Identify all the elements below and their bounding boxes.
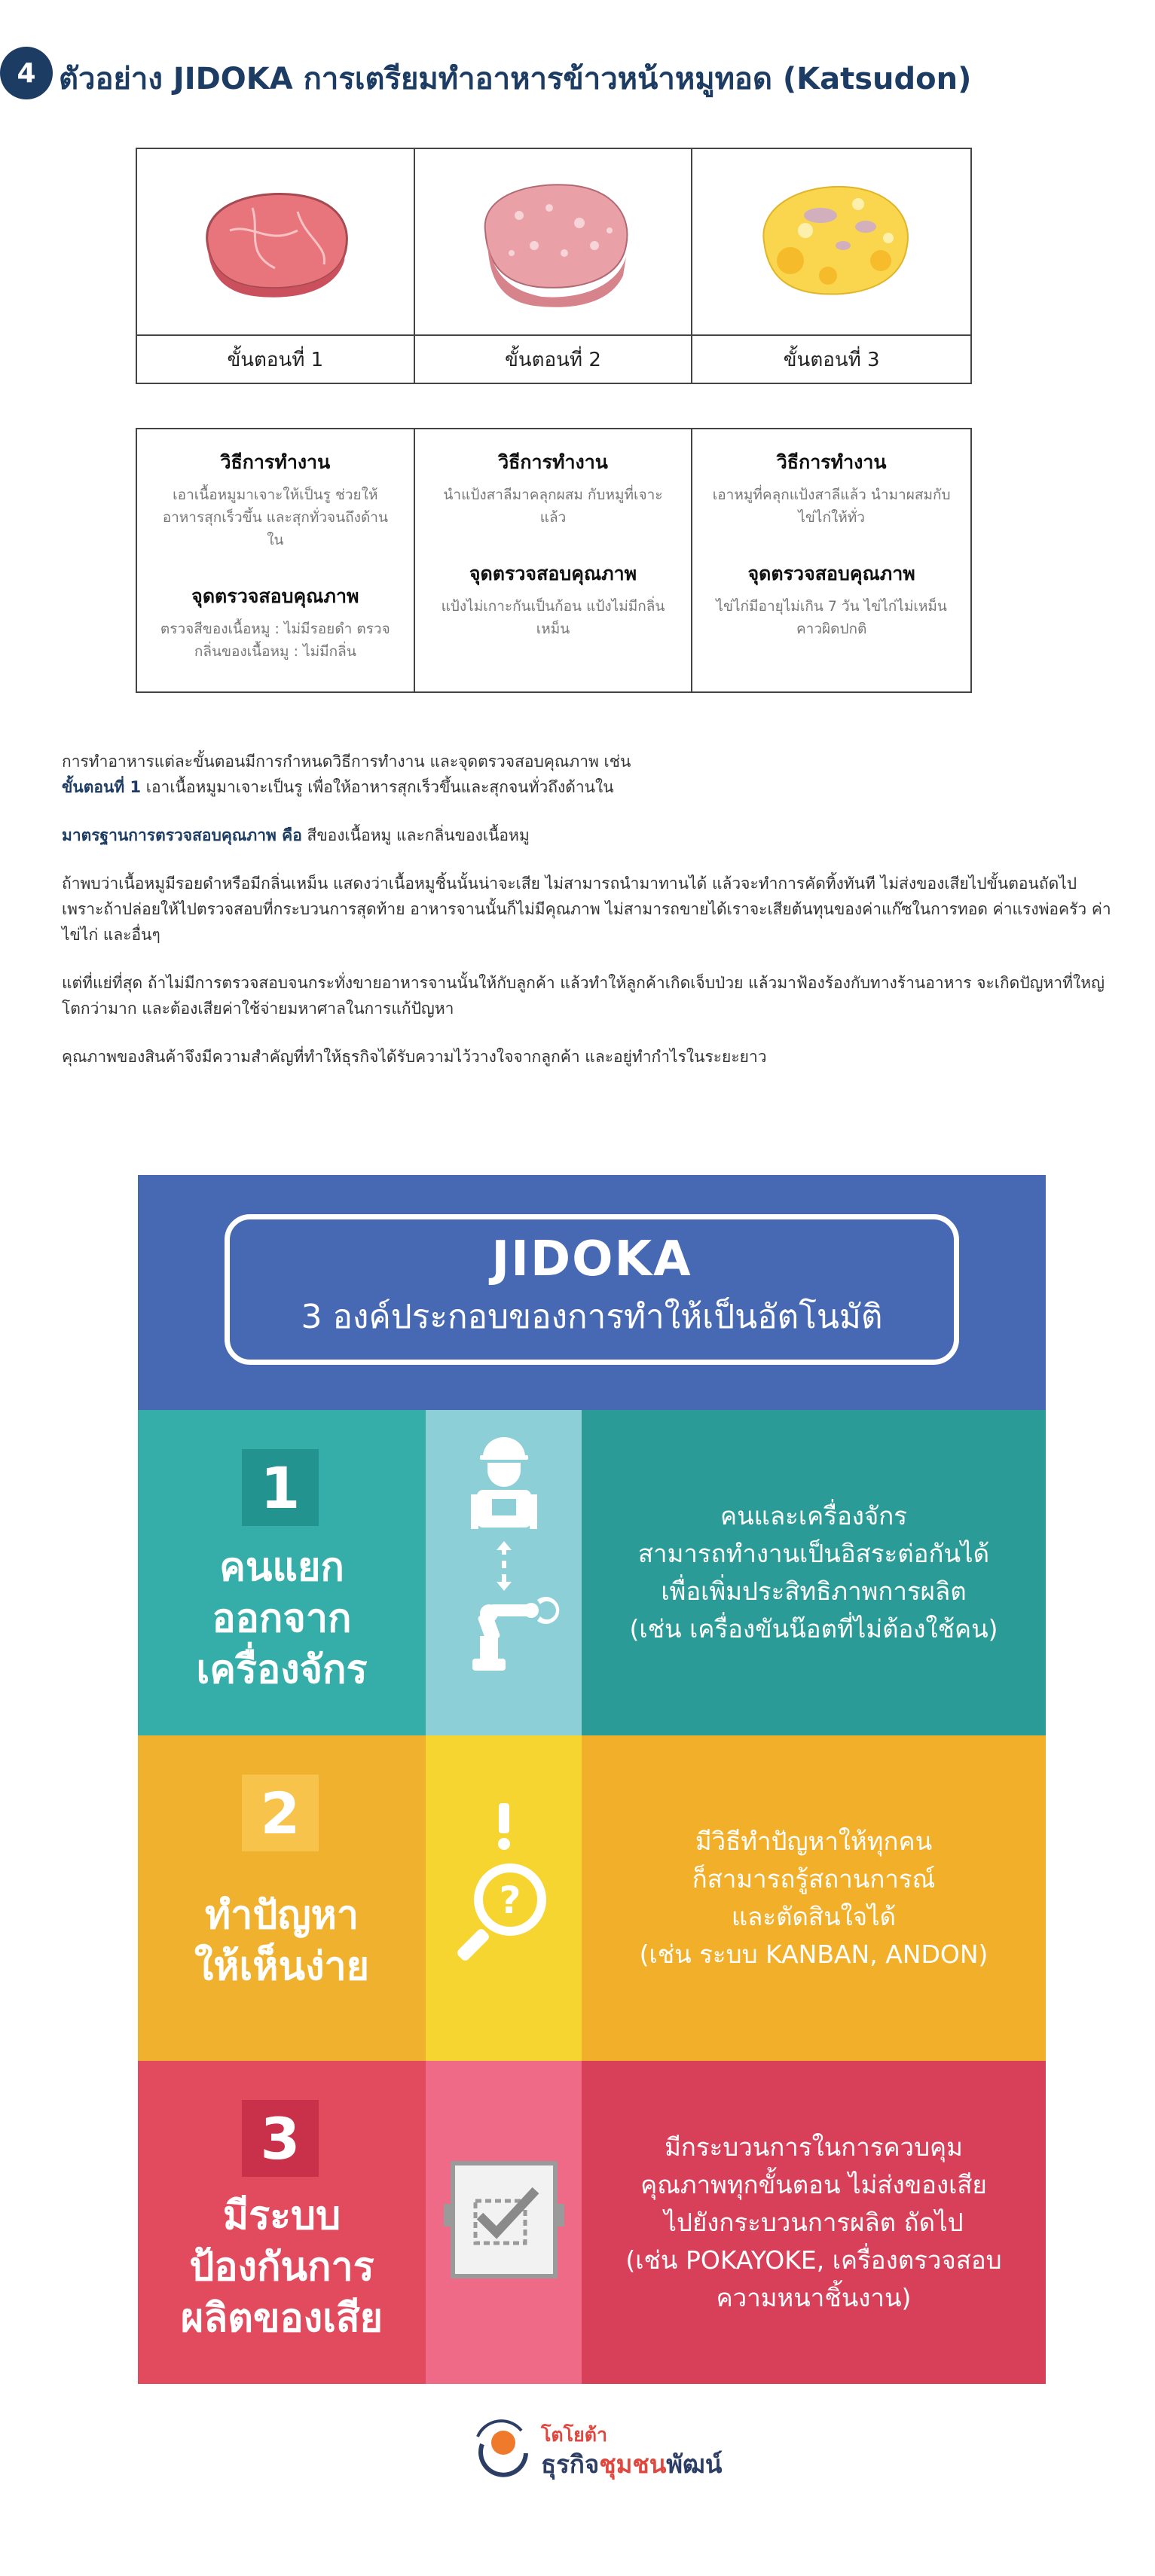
row2-title-panel (138, 1735, 426, 2061)
floured-pork-image (459, 170, 647, 313)
raw-pork-image (185, 178, 365, 306)
paragraph-2 (62, 823, 1117, 848)
row3-description (582, 2061, 1046, 2384)
row2-title (138, 1890, 426, 1992)
row1-title-line: ออกจาก (212, 1596, 352, 1641)
row2-desc-line: มีวิธีทำปัญหาให้ทุกคน (695, 1827, 933, 1856)
step1-photo (137, 149, 415, 334)
row1-desc-line: เพื่อเพิ่มประสิทธิภาพการผลิต (661, 1576, 967, 1606)
step2-photo (415, 149, 693, 334)
row3-desc-line: มีกระบวนการในการควบคุม (665, 2132, 963, 2162)
row1-desc-line: สามารถทำงานเป็นอิสระต่อกันได้ (637, 1539, 990, 1568)
logo-emblem-icon (467, 2414, 535, 2482)
jidoka-row-3 (138, 2061, 1046, 2384)
row3-title (138, 2190, 426, 2344)
section-number: 4 (17, 57, 36, 89)
row3-title-line: มีระบบ (222, 2193, 341, 2239)
method-table (136, 428, 972, 693)
row2-desc-line: และตัดสินใจได้ (731, 1902, 897, 1931)
paragraph-1 (62, 749, 1117, 800)
row2-title-line: ทำปัญหา (204, 1893, 359, 1938)
row2-desc-line: (เช่น ระบบ KANBAN, ANDON) (639, 1940, 988, 1969)
row1-icon-panel (426, 1410, 582, 1735)
worker-robot-icon (426, 1410, 582, 1735)
row2-icon-panel (426, 1735, 582, 2061)
p1-line2: เอาเนื้อหมูมาเจาะเป็นรู เพื่อให้อาหารสุกเร็วขึ้นและสุกจนทั่วถึงด้านใน (141, 778, 614, 796)
row1-title-line: คนแยก (219, 1545, 344, 1590)
check-heading: จุดตรวจสอบคุณภาพ (191, 585, 359, 607)
jidoka-infographic (138, 1175, 1046, 2384)
logo-line1: โตโยต้า (541, 2424, 608, 2446)
row3-title-panel (138, 2061, 426, 2384)
row1-desc-line: คนและเครื่องจักร (720, 1501, 907, 1531)
egg-coated-pork-image (738, 170, 926, 313)
logo-word-1: ธุรกิจ (541, 2449, 600, 2479)
jidoka-row-2 (138, 1735, 1046, 2061)
check-heading: จุดตรวจสอบคุณภาพ (747, 563, 915, 584)
row1-desc-line: (เช่น เครื่องขันน๊อตที่ไม่ต้องใช้คน) (629, 1614, 998, 1644)
step-photo-table (136, 148, 972, 384)
method-heading: วิธีการทำงาน (220, 451, 331, 473)
step3-method-col (692, 429, 970, 691)
step3-label: ขั้นตอนที่ 3 (692, 334, 970, 383)
row2-title-line: ให้เห็นง่าย (194, 1944, 370, 1989)
paragraph-5: คุณภาพของสินค้าจึงมีความสำคัญที่ทำให้ธุรกิจได้รับความไว้วางใจจากลูกค้า และอยู่ทำกำไรในระยะยาว (62, 1048, 767, 1066)
step1-label: ขั้นตอนที่ 1 (137, 334, 415, 383)
row1-title (138, 1542, 426, 1695)
magnifier-question-icon (426, 1735, 582, 2061)
checklist-icon (426, 2061, 582, 2384)
paragraph-4: แต่ที่แย่ที่สุด ถ้าไม่มีการตรวจสอบจนกระทั่งขายอาหารจานนั้นให้กับลูกค้า แล้วทำให้ลูกค้าเกิดเจ็บป่วย แล้วมาฟ้องร้องกับทางร้านอาหาร จะเกิดปัญหาที่ใหญ่โตกว่ามาก และต้องเสียค่าใช้จ่ายมหาศาลในการแก้ปัญหา (62, 974, 1105, 1018)
row3-title-line: ผลิตของเสีย (180, 2296, 383, 2341)
logo-line2 (541, 2444, 722, 2484)
row3-title-line: ป้องกันการ (189, 2245, 374, 2290)
infographic-title: JIDOKA (491, 1232, 692, 1287)
row3-desc-line: (เช่น POKAYOKE, เครื่องตรวจสอบ (625, 2245, 1002, 2275)
jidoka-row-1 (138, 1410, 1046, 1735)
paragraph-3: ถ้าพบว่าเนื้อหมูมีรอยดำหรือมีกลิ่นเหม็น แสดงว่าเนื้อหมูชิ้นนั้นน่าจะเสีย ไม่สามารถนำมาทานได้ แล้วจะทำการคัดทิ้งทันที ไม่ส่งของเสียไปขั้นตอนถัดไป เพราะถ้าปล่อยให้ไปตรวจสอบที่กระบวนการสุดท้าย อาหารจานนั้นก็ไม่มีคุณภาพ ไม่สามารถขายได้เราจะเสียต้นทุนของค่าแก๊ซในการทอด ค่าแรงพ่อครัว ค่าไข่ไก่ และอื่นๆ (62, 874, 1111, 944)
p1-line1: การทำอาหารแต่ละขั้นตอนมีการกำหนดวิธีการทำงาน และจุดตรวจสอบคุณภาพ เช่น (62, 752, 631, 771)
method-heading: วิธีการทำงาน (776, 451, 887, 473)
svg-text:?: ? (499, 1879, 521, 1922)
footer-logo (467, 2414, 723, 2482)
page-title: ตัวอย่าง JIDOKA การเตรียมทำอาหารข้าวหน้าหมูทอด (Katsudon) (59, 62, 972, 96)
row1-number: 1 (242, 1449, 319, 1526)
section-number-badge (0, 47, 53, 99)
step2-method-col (415, 429, 693, 691)
method-text: นำแป้งสาลีมาคลุกผสม กับหมูที่เจาะแล้ว (443, 487, 663, 526)
method-text: เอาเนื้อหมูมาเจาะให้เป็นรู ช่วยให้อาหารสุกเร็วขึ้น และสุกทั่วจนถึงด้านใน (162, 487, 388, 548)
step2-label: ขั้นตอนที่ 2 (415, 334, 693, 383)
p2-rest: สีของเนื้อหมู และกลิ่นของเนื้อหมู (301, 826, 530, 844)
body-text (62, 749, 1117, 1092)
row3-number: 3 (242, 2100, 319, 2177)
logo-word-2: ชุมชน (599, 2449, 667, 2479)
step3-photo (692, 149, 970, 334)
check-heading: จุดตรวจสอบคุณภาพ (469, 563, 637, 584)
logo-word-3: พัฒน์ (666, 2449, 723, 2479)
step1-method-col (137, 429, 415, 691)
row3-desc-line: ไปยังกระบวนการผลิต ถัดไป (664, 2207, 964, 2237)
row1-title-panel (138, 1410, 426, 1735)
infographic-title-box (225, 1214, 959, 1365)
method-heading: วิธีการทำงาน (498, 451, 608, 473)
row1-description (582, 1410, 1046, 1735)
check-text: ตรวจสีของเนื้อหมู : ไม่มีรอยดำ ตรวจกลิ่นของเนื้อหมู : ไม่มีกลิ่น (160, 621, 390, 660)
row2-number: 2 (242, 1775, 319, 1851)
row2-description (582, 1735, 1046, 2061)
row3-desc-line: ความหนาชิ้นงาน) (716, 2282, 912, 2312)
p2-highlight: มาตรฐานการตรวจสอบคุณภาพ คือ (62, 826, 302, 844)
row2-desc-line: ก็สามารถรู้สถานการณ์ (692, 1864, 936, 1894)
method-text: เอาหมูที่คลุกแป้งสาลีแล้ว นำมาผสมกับไข่ไก่ให้ทั่ว (712, 487, 951, 526)
p1-highlight: ขั้นตอนที่ 1 (62, 778, 142, 796)
infographic-header (138, 1175, 1046, 1410)
row3-icon-panel (426, 2061, 582, 2384)
row3-desc-line: คุณภาพทุกขั้นตอน ไม่ส่งของเสีย (640, 2169, 987, 2199)
infographic-subtitle: 3 องค์ประกอบของการทำให้เป็นอัตโนมัติ (301, 1298, 883, 1336)
check-text: แป้งไม่เกาะกันเป็นก้อน แป้งไม่มีกลิ่นเหม็น (441, 598, 665, 637)
check-text: ไข่ไก่มีอายุไม่เกิน 7 วัน ไข่ไก่ไม่เหม็นคาวผิดปกติ (716, 598, 947, 637)
row1-title-line: เครื่องจักร (196, 1647, 368, 1692)
